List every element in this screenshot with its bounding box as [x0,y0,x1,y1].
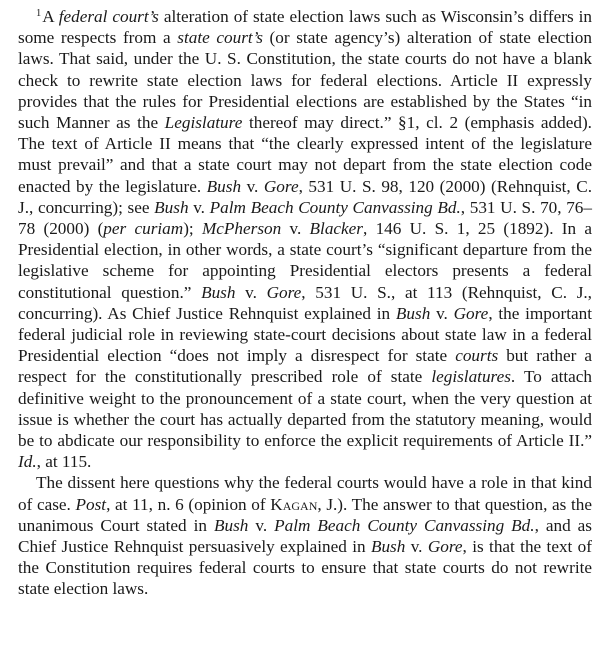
text-run: , the important federal judicial role in reviewing state-court decisions about state law in a federal Presidential election “does not imply a disrespect for state [18,303,592,366]
italic-text: Palm Beach County Canvassing Bd. [209,197,461,217]
text-run: , 531 U. S. 98, 120 (2000) (Rehnquist, C. J., concurring); see [18,176,593,217]
text-run: v. [405,537,428,557]
italic-text: Bush [154,197,189,217]
text-run: v. [241,176,264,196]
text-run: . To attach definitive weight to the pronouncement of a state court, when the very question at issue is whether the court has actually departed from the statutory meaning, would be to abdicate our responsibility to enforce the explicit requirements of Article II.” [18,367,592,451]
text-run: v. [188,197,210,217]
italic-text: McPherson [201,219,282,239]
paragraph-runs [18,473,592,598]
text-run: , at 11, n. 6 (opinion of [106,494,271,514]
text-run: , J.). The answer to that question, as the unanimous Court stated in [18,494,593,535]
italic-text: state court’s [177,28,263,48]
text-run: , 531 U. S. 70, 76–78 (2000) ( [18,197,592,239]
text-run: v. [248,515,275,535]
italic-text: Bush [201,282,236,302]
small-caps-text: Kagan [270,494,318,514]
italic-text: Bush [206,176,242,196]
italic-text: courts [455,346,499,366]
italic-text: Legislature [164,113,243,133]
italic-text: Gore [427,537,463,557]
italic-text: Bush [370,537,406,557]
italic-text: Gore [266,282,302,302]
text-run: v. [235,282,267,302]
text-run: v. [281,219,310,239]
italic-text: Bush [395,303,431,323]
paragraph-runs [18,7,592,471]
italic-text: Blacker [309,219,363,239]
text-run: , and as Chief Justice Rehnquist persuasively explained in [18,515,592,557]
text-run: , 146 U. S. 1, 25 (1892). In a Presidential election, in other words, a state court’s “significant departure from the legislative scheme for appointing Presidential electors presents a federal constitutional question.” [18,219,593,302]
footnote-marker: 1 [36,8,42,19]
italic-text: per curiam [103,219,184,239]
text-run: (or state agency’s) alteration of state election laws. That said, under the U. S. Constitution, the state courts do not have a blank check to rewrite state election laws for federal elections. Article II expressly provides that the rules for Presidential elections are established by the States “in such Manner as the [18,28,592,133]
italic-text: Gore [263,176,299,196]
text-run: thereof may direct.” §1, cl. 2 (emphasis added). The text of Article II means that “the clearly expressed intent of the legislature must prevail” and that a state court may not depart from the state election code enacted by the legislature. [18,113,592,196]
footnote-text [18,6,592,600]
text-run: , at 115. [36,452,92,472]
text-run: , 531 U. S., at 113 (Rehnquist, C. J., concurring). As Chief Justice Rehnquist explained in [18,282,592,323]
text-run: but rather a respect for the constitutionally prescribed role of state [18,346,593,387]
italic-text: Palm Beach County Canvassing Bd. [274,515,535,535]
italic-text: legislatures [431,367,511,387]
footnote-paragraph-1 [18,6,592,472]
italic-text: Id. [18,452,37,472]
text-run: The dissent here questions why the federal courts would have a role in that kind of case. [18,473,592,514]
text-run: v. [430,303,454,323]
text-run: ); [183,219,202,239]
italic-text: federal court’s [58,7,159,26]
italic-text: Bush [214,515,249,535]
footnote-paragraph-2 [18,472,592,599]
italic-text: Gore [453,303,489,323]
text-run: alteration of state election laws such as Wisconsin’s differs in some respects from a [18,7,592,48]
text-run: , is that the text of the Constitution requires federal courts to ensure that state courts do not rewrite state election laws. [18,537,593,599]
italic-text: Post [75,494,107,514]
text-run: A [42,7,59,26]
